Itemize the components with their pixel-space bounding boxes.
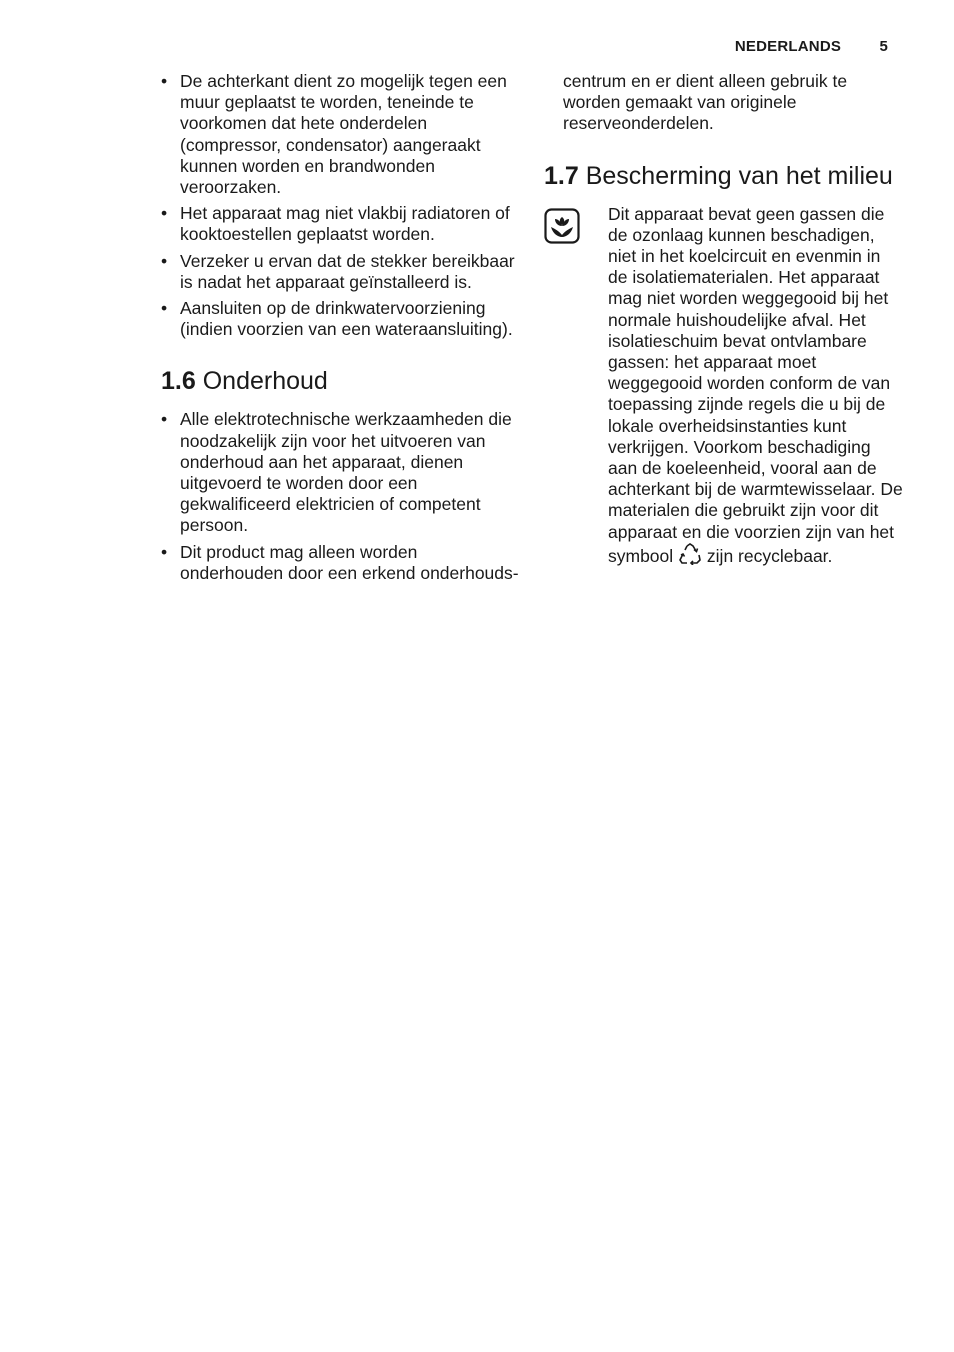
bullet-list-onderhoud	[161, 409, 521, 584]
bullet-icon: •	[161, 298, 168, 319]
environment-block	[544, 204, 904, 567]
bullet-list-installation	[161, 71, 521, 340]
header-language: NEDERLANDS	[734, 38, 842, 55]
list-item: • Het apparaat mag niet vlakbij radiatoren of kooktoestellen geplaatst worden.	[161, 203, 510, 245]
list-item: • De achterkant dient zo mogelijk tegen een muur geplaatst te worden, teneinde te voorkomen dat hete onderdelen (compressor, condensator) aangeraakt kunnen worden en brandwonden veroorzaken.	[161, 71, 507, 198]
bullet-icon: •	[161, 541, 168, 562]
section-heading-milieu	[544, 161, 904, 191]
section-heading-onderhoud	[161, 366, 521, 396]
page-number: 5	[879, 38, 888, 55]
list-item: • Verzeker u ervan dat de stekker bereikbaar is nadat het apparaat geïnstalleerd is.	[161, 250, 515, 292]
page-header	[735, 38, 888, 55]
bullet-icon: •	[161, 71, 168, 91]
list-item: • Dit product mag alleen worden onderhouden door een erkend onderhouds-	[161, 541, 519, 583]
section-title: Bescherming van het milieu	[585, 161, 893, 190]
bullet-icon: •	[161, 250, 168, 271]
section-number: 1.7	[544, 161, 579, 190]
bullet-icon: •	[161, 409, 168, 430]
list-item: • Aansluiten op de drinkwatervoorziening (indien voorzien van een wateraansluiting).	[161, 298, 513, 340]
recycle-icon	[678, 543, 702, 565]
left-column	[161, 71, 521, 589]
environment-text: Dit apparaat bevat geen gassen die de ozonlaag kunnen beschadigen, niet in het koelcircuit en evenmin in de isolatiematerialen. Het apparaat mag niet worden weggegooid bij het normale huishoudelijke afval. Het isolatieschuim bevat ontvlambare gassen: het apparaat moet weggegooid worden conform de van toepassing zijnde regels die u bij de lokale overheidsinstanties kunt verkrijgen. Voorkom beschadiging aan de koeleenheid, vooral aan de achterkant bij de warmtewisselaar. De materialen die gebruikt zijn voor dit apparaat en die voorzien zijn van het symbool zijn recyclebaar.	[608, 203, 903, 566]
right-column	[544, 71, 904, 567]
continuation-text: centrum en er dient alleen gebruik te worden gemaakt van originele reserveonderdelen.	[563, 71, 848, 134]
environment-flower-icon	[544, 208, 580, 244]
section-title: Onderhoud	[202, 367, 328, 396]
bullet-icon: •	[161, 203, 168, 224]
section-number: 1.6	[161, 367, 196, 396]
list-item: • Alle elektrotechnische werkzaamheden die noodzakelijk zijn voor het uitvoeren van onderhoud aan het apparaat, dienen uitgevoerd te worden door een gekwalificeerd elektricien of competent persoon.	[161, 409, 512, 536]
